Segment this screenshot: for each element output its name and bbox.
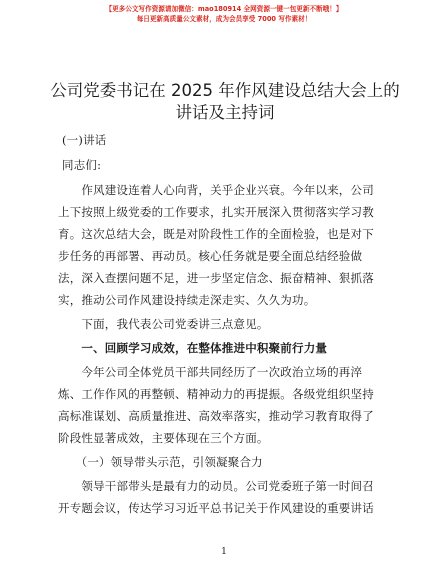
section-label: (一)讲话 <box>62 133 107 147</box>
paragraph-1-line-5: 法，深入查摆问题不足，进一步坚定信念、振奋精神、狠抓落 <box>58 271 374 285</box>
promo-banner <box>0 4 448 24</box>
paragraph-1-line-4: 步任务的再部署、再动员。核心任务就是要全面总结经验做 <box>58 249 363 263</box>
salutation: 同志们: <box>62 158 102 172</box>
paragraph-3-line-1: 今年公司全体党员干部共同经历了一次政治立场的再淬 <box>58 365 363 379</box>
paragraph-3-line-4: 阶段性显著成效，主要体现在三个方面。 <box>58 431 269 445</box>
paragraph-3-line-3: 高标准谋划、高质量推进、高效率落实，推动学习教育取得了 <box>58 409 374 423</box>
paragraph-1-line-2: 上下按照上级党委的工作要求，扎实开展深入贯彻落实学习教 <box>58 205 374 219</box>
paragraph-4-line-2: 开专题会议，传达学习习近平总书记关于作风建设的重要讲话 <box>58 501 374 515</box>
paragraph-1-line-6: 实，推动公司作风建设持续走深走实、久久为功。 <box>58 293 316 307</box>
document-title <box>40 80 410 124</box>
paragraph-1-line-1: 作风建设连着人心向背，关乎企业兴衰。今年以来，公司 <box>58 183 374 197</box>
page-number: 1 <box>221 547 227 557</box>
promo-banner-line-2: 每日更新高质量公文素材，成为会员享受 7000 写作素材！ <box>136 15 312 23</box>
document-title-line-1: 公司党委书记在 2025 年作风建设总结大会上的 <box>50 81 400 100</box>
paragraph-3-line-2: 炼、工作作风的再整顿、精神动力的再提振。各级党组织坚持 <box>58 387 374 401</box>
document-title-line-2: 讲话及主持词 <box>175 103 275 122</box>
subsection-heading-1: （一）领导带头示范，引领凝聚合力 <box>58 455 263 469</box>
paragraph-1-line-3: 育。这次总结大会，既是对阶段性工作的全面检验，也是对下 <box>58 227 374 241</box>
paragraph-2: 下面，我代表公司党委讲三点意见。 <box>58 317 269 331</box>
promo-banner-line-1: 【更多公文写作资源请加微信：mao180914 全网资源一键一包更新不断哦！】 <box>105 5 343 13</box>
section-heading-1: 一、回顾学习成效，在整体推进中积聚前行力量 <box>58 341 328 355</box>
paragraph-4-line-1: 领导干部带头是最有力的动员。公司党委班子第一时间召 <box>58 479 374 493</box>
